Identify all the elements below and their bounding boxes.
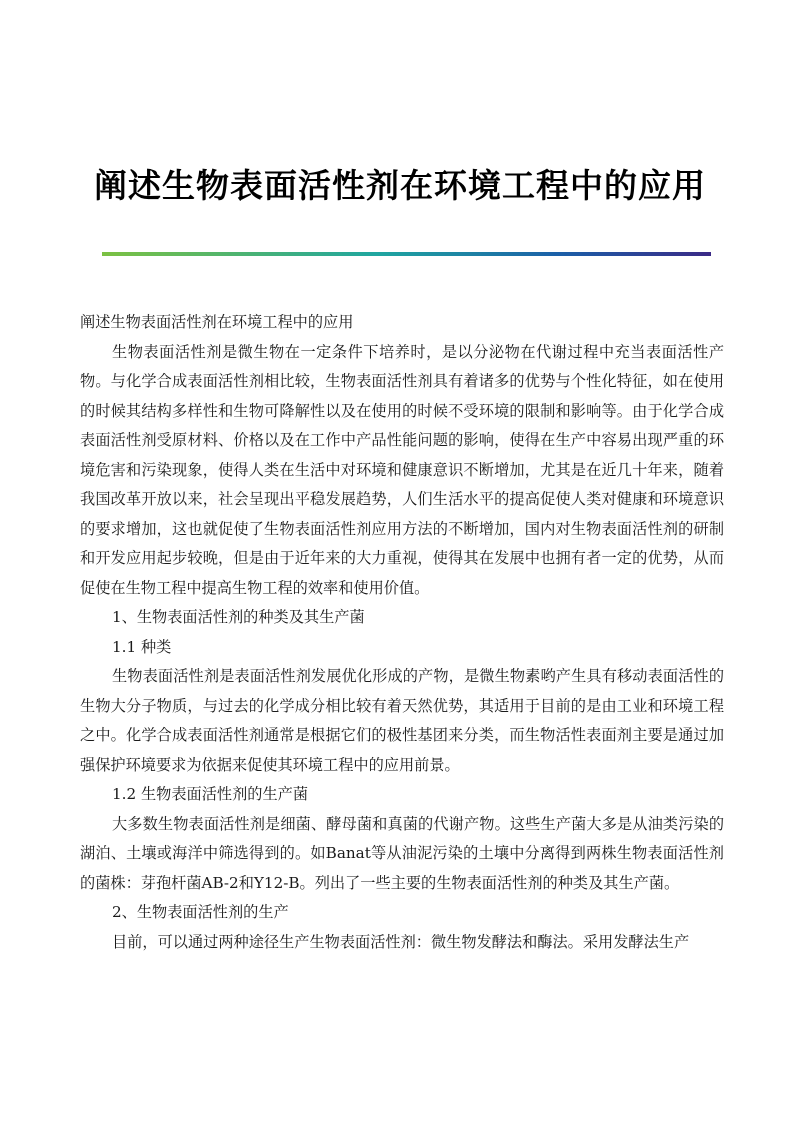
subsection-heading-1-2: 1.2 生物表面活性剂的生产菌 — [112, 785, 309, 803]
intro-heading: 阐述生物表面活性剂在环境工程中的应用 — [80, 313, 354, 331]
section-heading-1: 1、生物表面活性剂的种类及其生产菌 — [112, 608, 365, 626]
paragraph-production: 目前，可以通过两种途径生产生物表面活性剂：微生物发酵法和酶法。采用发酵法生产 — [112, 932, 690, 951]
document-body — [80, 308, 724, 957]
subsection-heading-1-1: 1.1 种类 — [112, 637, 172, 656]
paragraph-types: 生物表面活性剂是表面活性剂发展优化形成的产物，是微生物素哟产生具有移动表面活性的生物大分子物质，与过去的化学成分相比较有着天然优势，其适用于目前的是由工业和环境工程之中。化学合成表面活性剂通常是根据它们的极性基团来分类，而生物活性表面剂主要是通过加强保护环境要求为依据来促使其环境工程中的应用前景。 — [80, 667, 724, 774]
section-heading-2: 2、生物表面活性剂的生产 — [112, 903, 289, 921]
paragraph-intro: 生物表面活性剂是微生物在一定条件下培养时，是以分泌物在代谢过程中充当表面活性产物。与化学合成表面活性剂相比较，生物表面活性剂具有着诸多的优势与个性化特征，如在使用的时候其结构多样性和生物可降解性以及在使用的时候不受环境的限制和影响等。由于化学合成表面活性剂受原材料、价格以及在工作中产品性能问题的影响，使得在生产中容易出现严重的环境危害和污染现象，使得人类在生活中对环境和健康意识不断增加，尤其是在近几十年来，随着我国改革开放以来，社会呈现出平稳发展趋势，人们生活水平的提高促使人类对健康和环境意识的要求增加，这也就促使了生物表面活性剂应用方法的不断增加，国内对生物表面活性剂的研制和开发应用起步较晚，但是由于近年来的大力重视，使得其在发展中也拥有者一定的优势，从而促使在生物工程中提高生物工程的效率和使用价值。 — [80, 342, 724, 597]
title-divider — [102, 252, 711, 256]
document-title: 阐述生物表面活性剂在环境工程中的应用 — [94, 166, 706, 205]
paragraph-producers: 大多数生物表面活性剂是细菌、酵母菌和真菌的代谢产物。这些生产菌大多是从油类污染的湖泊、土壤或海洋中筛选得到的。如Banat等从油泥污染的土壤中分离得到两株生物表面活性剂的菌株：芽孢杆菌AB-2和Y12-B。列出了一些主要的生物表面活性剂的种类及其生产菌。 — [80, 814, 724, 892]
